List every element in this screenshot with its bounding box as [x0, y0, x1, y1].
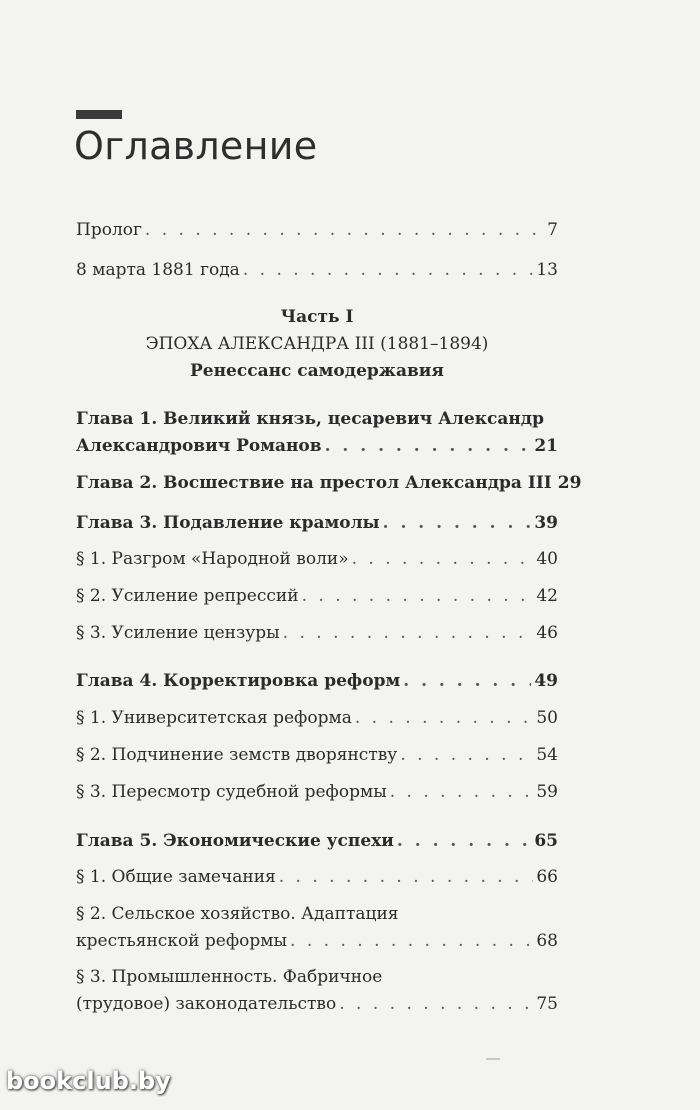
heading-accent-bar [76, 110, 122, 119]
toc-entry-section-4-3 [76, 781, 558, 803]
part-title: ЭПОХА АЛЕКСАНДРА III (1881–1894) [145, 334, 489, 354]
entry-title: Глава 2. Восшествие на престол Александра III [76, 473, 552, 493]
dot-leader [325, 435, 532, 457]
dot-leader [243, 259, 534, 281]
entry-page: 29 [557, 473, 582, 493]
toc-entry-section-5-2 [76, 930, 558, 952]
dot-leader [403, 670, 531, 692]
dot-leader [400, 744, 533, 766]
entry-page: 49 [534, 671, 558, 691]
entry-title: § 1. Разгром «Народной воли» [76, 549, 349, 569]
entry-title: Глава 3. Подавление крамолы [76, 513, 380, 533]
toc-entry-section-3-3 [76, 622, 558, 644]
part-subtitle: Ренессанс самодержавия [190, 361, 444, 381]
entry-page: 40 [536, 549, 558, 569]
dot-leader [397, 830, 531, 852]
entry-page: 59 [536, 782, 558, 802]
entry-page: 21 [534, 436, 558, 456]
toc-entry-chapter-1 [76, 435, 558, 457]
dot-leader [283, 622, 534, 644]
toc-entry-section-4-1 [76, 707, 558, 729]
watermark-logo: bookclub.by [6, 1067, 171, 1095]
entry-page: 42 [536, 586, 558, 606]
part-label: Часть I [280, 307, 354, 327]
dot-leader [290, 930, 533, 952]
dot-leader [145, 219, 544, 241]
toc-entry-chapter-5 [76, 830, 558, 852]
entry-page: 50 [536, 708, 558, 728]
entry-page: 54 [536, 745, 558, 765]
chapter-1-title-line1: Глава 1. Великий князь, цесаревич Александр [76, 409, 545, 429]
entry-title: § 2. Подчинение земств дворянству [76, 745, 398, 765]
dot-leader [352, 548, 534, 570]
dot-leader [383, 512, 532, 534]
entry-title: Глава 5. Экономические успехи [76, 831, 394, 851]
entry-title: крестьянской реформы [76, 931, 288, 951]
dot-leader [355, 707, 534, 729]
entry-title: 8 марта 1881 года [76, 260, 240, 280]
toc-entry-chapter-3 [76, 512, 558, 534]
entry-page: 39 [534, 513, 558, 533]
section-5-3-title-line1: § 3. Промышленность. Фабричное [76, 967, 383, 987]
toc-entry-chapter-2 [76, 472, 582, 494]
entry-title: Пролог [76, 220, 142, 240]
entry-title: § 1. Университетская реформа [76, 708, 352, 728]
scan-artifact [486, 1058, 500, 1060]
entry-title: (трудовое) законодательство [76, 994, 337, 1014]
toc-entry-section-3-1 [76, 548, 558, 570]
toc-entry-march-1881 [76, 259, 558, 281]
entry-title: § 1. Общие замечания [76, 867, 276, 887]
entry-page: 65 [534, 831, 558, 851]
toc-entry-section-4-2 [76, 744, 558, 766]
toc-entry-prologue [76, 219, 558, 241]
toc-entry-section-5-1 [76, 866, 558, 888]
dot-leader [279, 866, 534, 888]
entry-title: Александрович Романов [76, 436, 322, 456]
dot-leader [390, 781, 534, 803]
entry-title: Глава 4. Корректировка реформ [76, 671, 401, 691]
entry-page: 66 [536, 867, 558, 887]
toc-heading: Оглавление [74, 124, 318, 168]
toc-entry-section-5-3 [76, 993, 558, 1015]
dot-leader [339, 993, 533, 1015]
toc-entry-chapter-4 [76, 670, 558, 692]
entry-page: 13 [536, 260, 558, 280]
section-5-2-title-line1: § 2. Сельское хозяйство. Адаптация [76, 904, 399, 924]
entry-page: 7 [547, 220, 558, 240]
entry-title: § 3. Усиление цензуры [76, 623, 280, 643]
toc-entry-section-3-2 [76, 585, 558, 607]
entry-page: 75 [536, 994, 558, 1014]
dot-leader [302, 585, 534, 607]
entry-page: 68 [536, 931, 558, 951]
entry-page: 46 [536, 623, 558, 643]
entry-title: § 3. Пересмотр судебной реформы [76, 782, 387, 802]
entry-title: § 2. Усиление репрессий [76, 586, 299, 606]
